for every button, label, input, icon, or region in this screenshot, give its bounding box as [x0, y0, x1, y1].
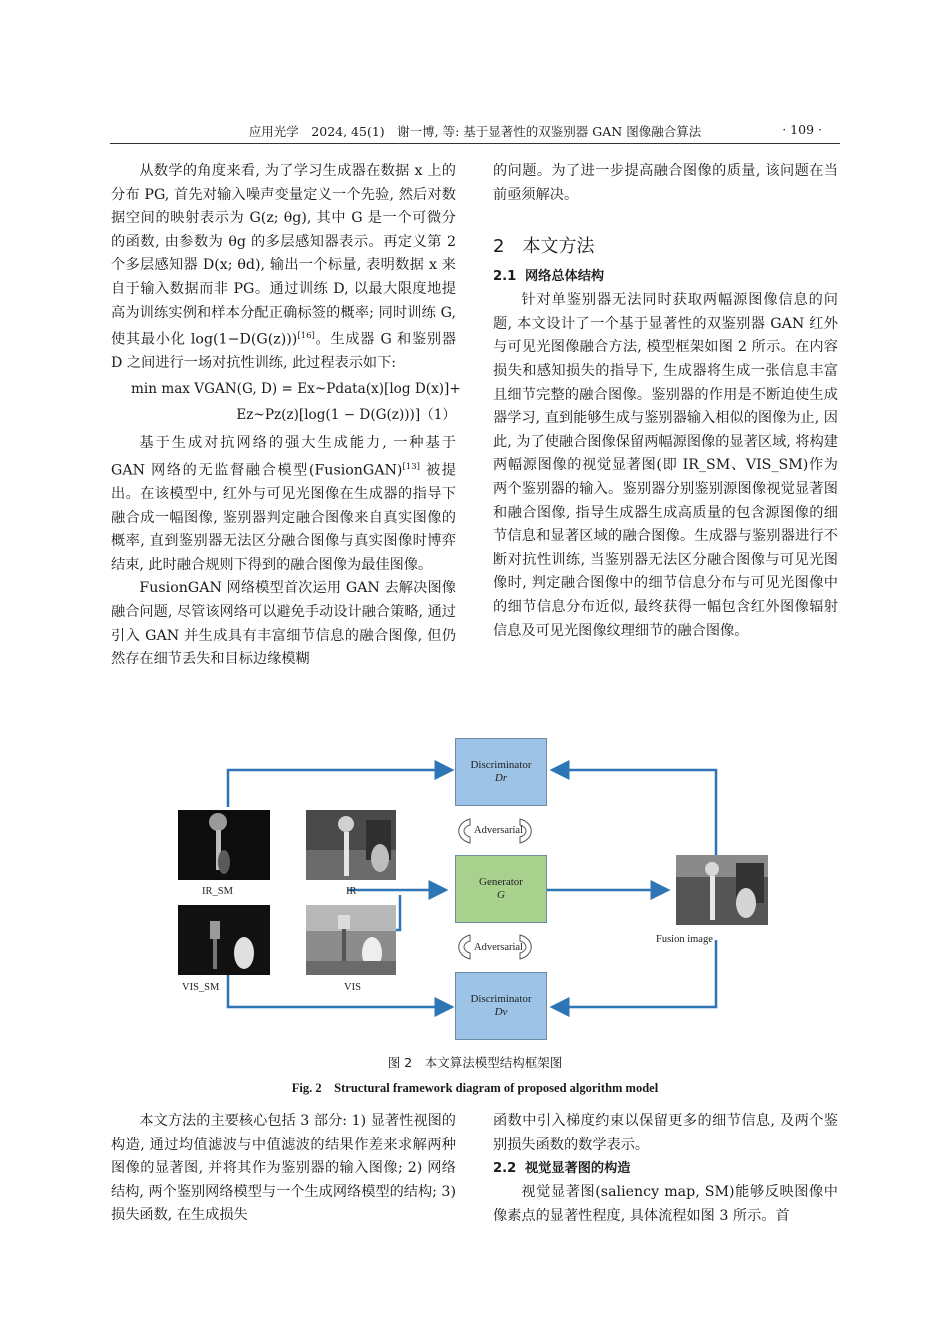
paragraph-text: 被提出。在该模型中, 红外与可见光图像在生成器的指导下融合成一幅图像, 鉴别器判定融合图像来自真实图像的概率, 直到鉴别器无法区分融合图像与真实图像时博弈结束, 此时融合规则下得到的融合图像为最佳图像。	[111, 462, 456, 573]
left-column-bottom	[111, 1110, 456, 1228]
box-symbol: G	[497, 889, 505, 901]
box-title: Discriminator	[470, 759, 532, 771]
adversarial-label-bottom: Adversarial	[474, 942, 523, 953]
subsection-heading	[493, 1157, 838, 1181]
section-heading: 2 本文方法	[493, 236, 595, 258]
vis-image	[306, 905, 396, 975]
paragraph: 视觉显著图(saliency map, SM)能够反映图像中像素点的显著性程度, 具体流程如图 3 所示。首	[493, 1184, 838, 1224]
right-column-bottom	[493, 1110, 838, 1228]
paragraph-text: 基于生成对抗网络的强大生成能力, 一种基于 GAN 网络的无监督融合模型(FusionGAN)	[111, 435, 456, 479]
subsection-number: 2.1	[493, 269, 517, 285]
header-journal-info: 应用光学 2024, 45(1) 谢一博, 等: 基于显著性的双鉴别器 GAN 图像融合算法	[248, 124, 702, 139]
paragraph: 本文方法的主要核心包括 3 部分: 1) 显著性视图的构造, 通过均值滤波与中值滤波的结果作差来求解两种图像的显著图, 并将其作为鉴别器的输入图像; 2) 网络结构, 两个鉴别网络模型与一个生成网络模型的结构; 3) 损失函数, 在生成损失	[111, 1113, 456, 1224]
equation-1	[111, 376, 461, 432]
subsection-title: 视觉显著图的构造	[525, 1161, 631, 1177]
box-symbol: Dv	[494, 1006, 508, 1018]
figure-2	[170, 735, 790, 1045]
vis-sm-label: VIS_SM	[182, 982, 220, 993]
citation: [16]	[297, 331, 315, 342]
equation-line-2: Ez~Pz(z)[log(1 − D(G(z)))]（1）	[236, 407, 456, 424]
paragraph: 的问题。为了进一步提高融合图像的质量, 该问题在当前亟须解决。	[493, 163, 838, 203]
paragraph-text: 从数学的角度来看, 为了学习生成器在数据 x 上的分布 PG, 首先对输入噪声变量定义一个先验, 然后对数据空间的映射表示为 G(z; θg), 其中 G 是一个可微分的函数, 由参数为 θg 的多层感知器表示。再定义第 2 个多层感知器 D(x; θd), 输出一个标量, 表明数据 x 来自于输入数据而非 PG。通过训练 D, 以最大限度地提高为训练实例和样本分配正确标签的概率; 同时训练 G, 使其最小化 log(1−D(G(z)))	[111, 163, 456, 348]
ir-label: IR	[346, 886, 357, 897]
paragraph	[111, 160, 456, 376]
arrow-irsm-to-dr	[228, 770, 452, 807]
subsection-title: 网络总体结构	[525, 269, 605, 285]
paragraph: 函数中引入梯度约束以保留更多的细节信息, 及两个鉴别损失函数的数学表示。	[493, 1113, 838, 1153]
arrow-vissm-to-dv	[228, 971, 452, 1007]
right-column-top	[493, 160, 838, 643]
left-column-top	[111, 160, 461, 672]
equation-line-1: min max VGAN(G, D) = Ex~Pdata(x)[log D(x)]+	[131, 381, 461, 398]
vis-label: VIS	[344, 982, 361, 993]
adversarial-cycle-arrow-3	[459, 935, 470, 959]
paragraph: FusionGAN 网络模型首次运用 GAN 去解决图像融合问题, 尽管该网络可以避免手动设计融合策略, 通过引入 GAN 并生成具有丰富细节信息的融合图像, 但仍然存在细节丢失和目标边缘模糊	[111, 580, 456, 668]
adversarial-label-top: Adversarial	[474, 825, 523, 836]
paragraph-text: 。生成器 G 和鉴别器 D 之间进行一场对抗性训练, 此过程表示如下:	[111, 331, 457, 372]
fusion-image	[676, 855, 768, 925]
page-number: · 109 ·	[782, 122, 822, 137]
adversarial-cycle-arrow-1	[459, 819, 470, 843]
header-divider	[110, 143, 840, 144]
ir-sm-image	[178, 810, 270, 880]
discriminator-r-box	[455, 738, 547, 806]
vis-sm-image	[178, 905, 270, 975]
ir-sm-label: IR_SM	[202, 886, 233, 897]
box-title: Generator	[479, 876, 523, 888]
ir-image	[306, 810, 396, 880]
box-title: Discriminator	[470, 993, 532, 1005]
subsection-heading	[493, 265, 838, 289]
paragraph: 针对单鉴别器无法同时获取两幅源图像信息的问题, 本文设计了一个基于显著性的双鉴别器 GAN 红外与可见光图像融合方法, 模型框架如图 2 所示。在内容损失和感知损失的指导下, 生成器将生成一张信息丰富且细节完整的融合图像。鉴别器的作用是不断迫使生成器学习, 直到能够生成与鉴别器输入相似的图像为止, 因此, 为了使融合图像保留两幅源图像的显著区域, 将构建两幅源图像的视觉显著图(即 IR_SM、VIS_SM)作为两个鉴别器的输入。鉴别器分别鉴别源图像视觉显著图和融合图像, 指导生成器生成高质量的包含源图像的细节信息和显著区域的融合图像。生成器与鉴别器进行不断对抗性训练, 当鉴别器无法区分融合图像与可见光图像时, 判定融合图像中的细节信息分布与可见光图像中的细节信息分布近似, 最终获得一幅包含红外图像辐射信息及可见光图像纹理细节的融合图像。	[493, 292, 838, 639]
citation: [13]	[402, 461, 420, 472]
discriminator-v-box	[455, 972, 547, 1040]
generator-box	[455, 855, 547, 923]
arrow-fusion-to-dr	[552, 770, 716, 855]
paragraph	[111, 432, 456, 577]
figure-caption-en: Fig. 2 Structural framework diagram of proposed algorithm model	[291, 1081, 659, 1095]
box-symbol: Dr	[494, 772, 508, 784]
arrow-fusion-to-dv	[552, 940, 716, 1007]
subsection-number: 2.2	[493, 1161, 517, 1177]
running-header	[110, 122, 840, 142]
fusion-image-label: Fusion image	[656, 934, 713, 945]
figure-caption-cn: 图 2 本文算法模型结构框架图	[387, 1055, 563, 1070]
